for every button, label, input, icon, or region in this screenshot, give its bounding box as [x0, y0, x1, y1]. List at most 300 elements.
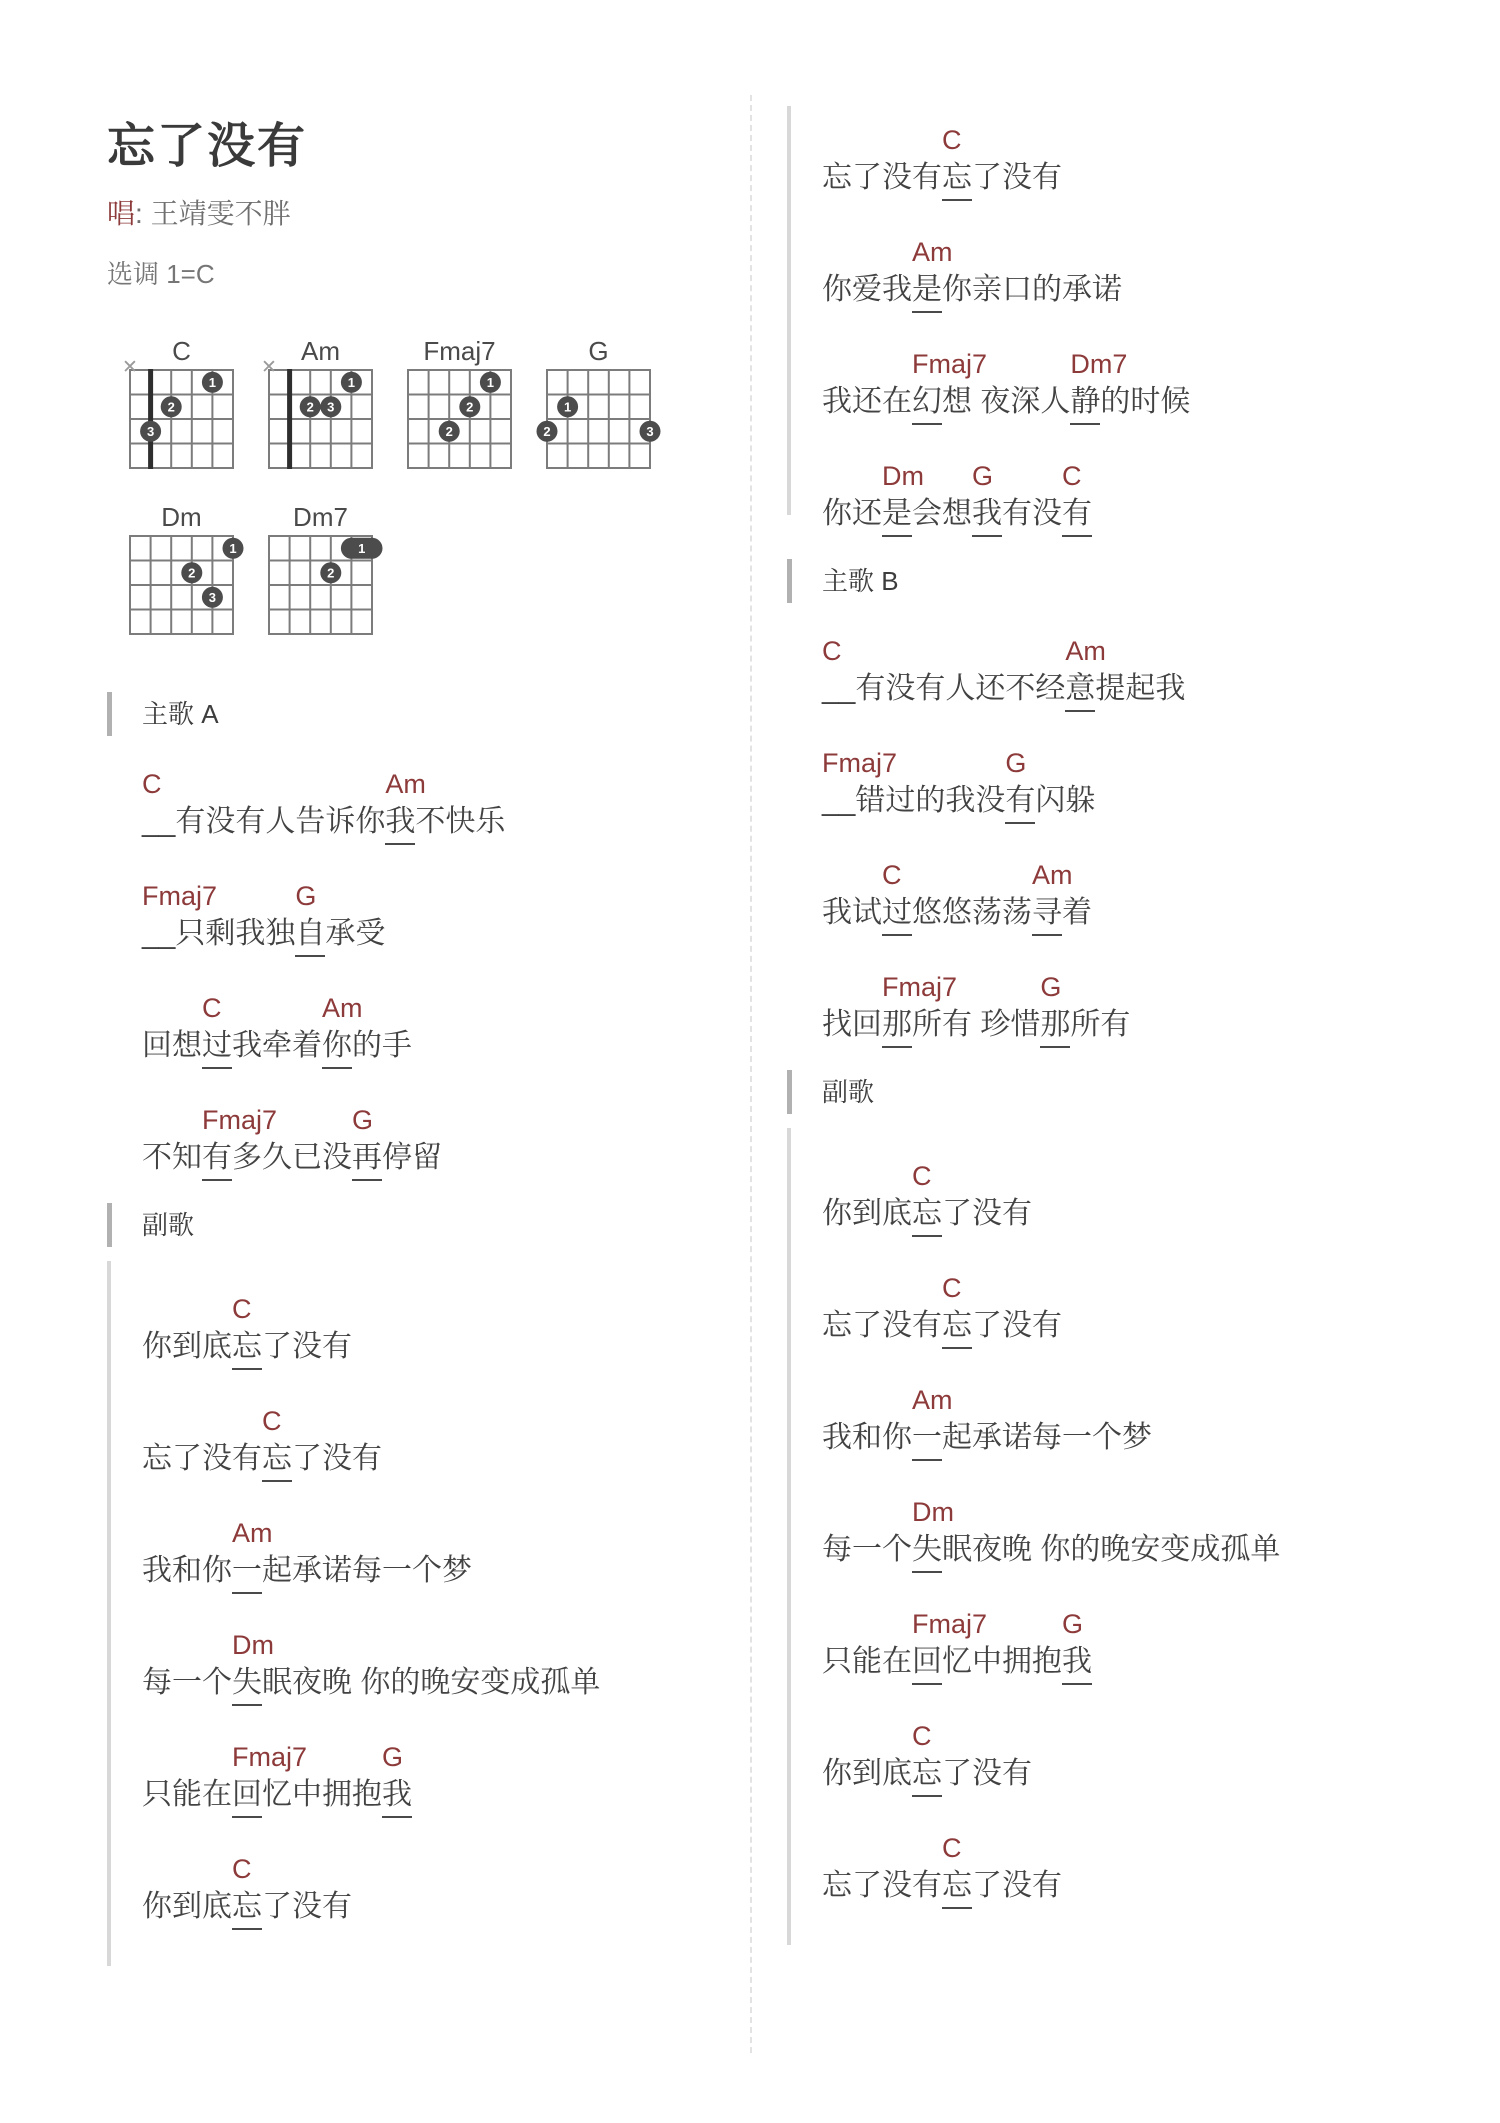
lyric-token	[912, 493, 972, 535]
chord-annotation: C	[142, 769, 162, 799]
lyric-text: 失	[912, 1533, 942, 1573]
lyric-row	[142, 1630, 601, 1704]
lyric-text: 一	[912, 1421, 942, 1461]
lyric-row	[142, 1518, 472, 1592]
lyric-token-anchored	[912, 1609, 988, 1683]
lyric-text: 错过的我没	[855, 784, 1006, 817]
section-label: 副歌	[142, 1210, 195, 1240]
lyric-token	[1035, 780, 1095, 822]
lyric-token	[822, 1529, 912, 1571]
lyric-row	[822, 461, 1092, 535]
lyric-text: 我	[1062, 1645, 1092, 1685]
lyric-token	[142, 1025, 202, 1067]
lyric-token-anchored	[912, 237, 953, 311]
lyric-line	[822, 745, 1467, 822]
lyric-token	[142, 769, 176, 843]
lyric-text: 忘	[942, 1869, 972, 1909]
lyric-token-anchored	[1065, 636, 1106, 710]
lyric-token-anchored	[382, 1742, 412, 1816]
lyric-text: 忘	[912, 1757, 942, 1797]
lyric-line	[822, 857, 1467, 934]
lyric-text: 你还	[822, 497, 882, 530]
lyric-line	[142, 990, 732, 1067]
lyric-line	[142, 1627, 732, 1704]
lyric-token	[822, 748, 898, 822]
lyric-text: 我还在	[822, 385, 912, 418]
lyric-text: 有	[1062, 497, 1092, 537]
lyric-token-anchored	[232, 1742, 308, 1816]
lyric-text: 眠夜晚 你的晚安变成孤单	[262, 1666, 601, 1699]
lyric-row	[822, 1161, 1032, 1235]
lyric-text: 只能在	[142, 1778, 232, 1811]
chord-annotation: Fmaj7	[822, 748, 898, 778]
section-副歌	[787, 1070, 1467, 1907]
lyric-token	[822, 892, 882, 934]
lyric-token	[292, 1438, 382, 1480]
lyric-text: 的时候	[1100, 385, 1191, 418]
lyric-line	[142, 1403, 732, 1480]
lyric-token	[822, 381, 912, 423]
lyric-token	[972, 1305, 1062, 1347]
lyric-text: 闪躲	[1035, 784, 1096, 817]
section-body	[787, 1158, 1467, 1907]
chord-annotation: C	[942, 125, 962, 155]
lyric-token	[912, 892, 1032, 934]
lyric-text: 自	[295, 917, 325, 957]
lyric-text: 承受	[325, 917, 386, 950]
section-label-bar	[787, 559, 792, 603]
lyric-token-anchored	[352, 1105, 382, 1179]
section-body	[107, 1291, 732, 1928]
lyric-token-anchored	[912, 1497, 954, 1571]
lyric-text: 过	[202, 1029, 232, 1069]
lyric-token-anchored	[232, 1630, 274, 1704]
muted-string-x-icon: ✕	[122, 357, 138, 378]
lyric-line	[822, 1382, 1467, 1459]
lyric-row	[822, 1721, 1032, 1795]
lyric-text: 是	[912, 273, 942, 313]
lyric-line	[822, 234, 1467, 311]
lyric-text: 有	[1005, 784, 1035, 824]
lyric-text: 你到底	[822, 1757, 912, 1790]
lyric-token-anchored	[322, 993, 363, 1067]
section-body	[787, 633, 1467, 1046]
lyric-row	[142, 1294, 352, 1368]
svg-text:2: 2	[306, 399, 314, 415]
lyric-text: 寻	[1032, 896, 1062, 936]
chord-annotation: Dm	[912, 1497, 954, 1527]
lyric-text: 忘	[232, 1890, 262, 1930]
lyric-text: 不知	[142, 1141, 202, 1174]
lyric-text: 起承诺每一个梦	[262, 1554, 472, 1587]
lyric-token	[822, 1305, 942, 1347]
chord-annotation: G	[1040, 972, 1062, 1002]
chord-annotation: C	[882, 860, 902, 890]
lyric-line	[142, 766, 732, 843]
chord-annotation: Dm	[232, 1630, 274, 1660]
lyric-line	[142, 1102, 732, 1179]
lyric-token	[262, 1774, 382, 1816]
lyric-token	[1002, 493, 1062, 535]
section-body	[787, 106, 1467, 535]
lyric-token	[822, 1004, 882, 1046]
lyric-text: 我	[972, 497, 1002, 537]
lyric-text: 提起我	[1095, 672, 1186, 705]
section-label-row	[787, 1070, 1467, 1114]
lyric-token	[142, 881, 218, 955]
lyric-token	[352, 1025, 412, 1067]
lyric-text: 了没有	[942, 1757, 1032, 1790]
lyric-token	[262, 1326, 352, 1368]
section-主歌-B	[787, 559, 1467, 1046]
lyric-line	[822, 633, 1467, 710]
lyric-row	[822, 860, 1092, 934]
lyric-text: 只能在	[822, 1645, 912, 1678]
chord-annotation: Fmaj7	[202, 1105, 278, 1135]
lyric-text: 了没有	[942, 1197, 1032, 1230]
lyric-token	[262, 1662, 600, 1704]
lyric-token	[942, 1753, 1032, 1795]
lyric-text: __	[822, 784, 856, 817]
chord-diagram-label: Fmaj7	[423, 336, 496, 366]
section-label: 副歌	[822, 1077, 875, 1107]
svg-text:2: 2	[167, 399, 175, 415]
lyric-text: 那	[1040, 1008, 1070, 1048]
section-label-row	[107, 1203, 732, 1247]
lyric-text: 忘	[942, 161, 972, 201]
chord-annotation: Dm7	[1070, 349, 1128, 379]
lyric-token	[942, 1193, 1032, 1235]
chord-diagram-G	[543, 336, 654, 474]
lyric-line	[822, 1718, 1467, 1795]
chord-annotation: C	[942, 1273, 962, 1303]
chord-diagram-C	[122, 336, 234, 474]
lyric-token	[175, 801, 385, 843]
chord-diagram-label: G	[588, 336, 609, 366]
lyric-row	[822, 125, 1062, 199]
lyric-line	[822, 1494, 1467, 1571]
lyric-text: 忘了没有	[142, 1442, 262, 1475]
lyric-text: 我和你	[822, 1421, 912, 1454]
lyric-text: 你	[322, 1029, 352, 1069]
chord-annotation: C	[912, 1161, 932, 1191]
lyric-token-anchored	[202, 1105, 278, 1179]
chord-diagram-label: Dm	[161, 502, 202, 532]
lyric-line	[822, 458, 1467, 535]
section-主歌-A	[107, 692, 732, 1179]
artist-line	[107, 192, 307, 232]
svg-text:1: 1	[563, 399, 572, 415]
lyric-token	[142, 1774, 232, 1816]
chord-annotation: C	[1062, 461, 1082, 491]
lyric-row	[822, 1833, 1062, 1907]
lyric-text: 忘了没有	[822, 1309, 942, 1342]
section-label-bar	[787, 1070, 792, 1114]
lyric-text: 回	[912, 1645, 942, 1685]
lyric-token-anchored	[232, 1518, 273, 1592]
chord-diagram-label: Am	[301, 336, 340, 366]
chord-annotation: C	[232, 1854, 252, 1884]
lyric-text: 那	[882, 1008, 912, 1048]
lyric-token	[972, 157, 1062, 199]
lyric-text: 了没有	[972, 1869, 1062, 1902]
chord-diagram-Am	[261, 336, 373, 474]
svg-text:1: 1	[486, 374, 495, 390]
lyric-token	[972, 1865, 1062, 1907]
chord-annotation: G	[382, 1742, 404, 1772]
lyric-token-anchored	[882, 972, 958, 1046]
lyric-token	[822, 269, 912, 311]
svg-text:1: 1	[358, 540, 366, 556]
lyric-text: 回想	[142, 1029, 202, 1062]
lyric-token-anchored	[1040, 972, 1071, 1046]
lyric-token-anchored	[295, 881, 326, 955]
lyric-token	[142, 1137, 202, 1179]
lyric-text: 你到底	[822, 1197, 912, 1230]
lyric-line	[822, 1158, 1467, 1235]
section-chorus-continued	[787, 106, 1467, 535]
lyric-text: 不快乐	[415, 805, 506, 838]
chord-diagram-label: Dm7	[293, 502, 348, 532]
lyric-text: 忘	[232, 1330, 262, 1370]
lyric-text: 着	[1062, 896, 1092, 929]
chord-annotation: G	[295, 881, 317, 911]
lyric-token	[942, 1641, 1062, 1683]
lyric-text: 过	[882, 896, 912, 936]
lyric-row	[822, 972, 1131, 1046]
chord-annotation: Am	[1032, 860, 1073, 890]
chord-annotation: C	[942, 1833, 962, 1863]
lyric-text: 想 夜深人	[942, 385, 1071, 418]
lyric-token	[142, 1438, 262, 1480]
artist-name: : 王靖雯不胖	[135, 198, 291, 229]
svg-text:2: 2	[445, 423, 453, 439]
chord-annotation: G	[1062, 1609, 1084, 1639]
lyric-token	[262, 1550, 472, 1592]
svg-text:2: 2	[327, 565, 335, 581]
lyric-token	[1100, 381, 1190, 423]
lyric-token	[822, 1641, 912, 1683]
lyric-text: 有没	[1002, 497, 1062, 530]
lyric-token	[942, 1529, 1280, 1571]
lyric-text: 有	[202, 1141, 232, 1181]
lyric-token-anchored	[912, 1721, 942, 1795]
chord-diagram-label: C	[172, 336, 191, 366]
lyric-text: 我	[385, 805, 415, 845]
lyric-token	[175, 913, 295, 955]
lyric-token	[1062, 892, 1092, 934]
lyric-text: 一	[232, 1554, 262, 1594]
lyric-text: 会想	[912, 497, 972, 530]
chord-diagram-Dm7	[268, 504, 373, 640]
lyric-token-anchored	[262, 1406, 292, 1480]
lyric-token-anchored	[1062, 1609, 1092, 1683]
lyric-text: __	[822, 672, 856, 705]
fretboard-grid	[129, 535, 237, 635]
lyric-token	[262, 1886, 352, 1928]
chord-annotation: C	[822, 636, 842, 666]
lyric-token	[142, 1662, 232, 1704]
lyric-token-anchored	[912, 1385, 953, 1459]
lyric-token-anchored	[912, 1161, 942, 1235]
lyric-line	[822, 122, 1467, 199]
lyric-text: 了没有	[262, 1330, 352, 1363]
lyric-text: 每一个	[822, 1533, 912, 1566]
chord-annotation: C	[912, 1721, 932, 1751]
svg-text:1: 1	[347, 374, 356, 390]
section-label-row	[787, 559, 1467, 603]
lyric-row	[822, 1273, 1062, 1347]
section-label: 主歌 A	[142, 699, 219, 729]
svg-text:3: 3	[146, 423, 155, 439]
section-body	[107, 766, 732, 1179]
chord-diagram-Dm	[129, 502, 237, 640]
lyric-row	[822, 1497, 1281, 1571]
lyric-text: 忘了没有	[822, 161, 942, 194]
key-line: 选调 1=C	[107, 259, 215, 289]
lyric-text: 所有 珍惜	[912, 1008, 1041, 1041]
lyric-text: 有没有人还不经	[855, 672, 1066, 705]
lyric-row	[822, 1385, 1152, 1459]
lyric-row	[142, 881, 386, 955]
lyric-token-anchored	[1032, 860, 1073, 934]
lyric-text: 了没有	[972, 1309, 1062, 1342]
lyric-text: 你亲口的承诺	[942, 273, 1122, 306]
lyric-token	[142, 1550, 232, 1592]
lyric-token-anchored	[942, 125, 972, 199]
lyric-text: 再	[352, 1141, 382, 1181]
lyric-token	[912, 1004, 1040, 1046]
lyric-token	[855, 780, 1005, 822]
lyric-text: 只剩我独	[175, 917, 296, 950]
fretboard-grid	[261, 357, 373, 469]
section-label-bar	[107, 692, 112, 736]
lyric-token	[1070, 1004, 1130, 1046]
svg-text:2: 2	[188, 565, 196, 581]
lyric-token	[232, 1137, 352, 1179]
lyric-token-anchored	[232, 1854, 262, 1928]
fretboard-grid	[407, 369, 512, 469]
lyric-text: 我	[382, 1778, 412, 1818]
lyric-token	[142, 1326, 232, 1368]
svg-text:2: 2	[466, 399, 474, 415]
lyric-token	[325, 913, 385, 955]
fretboard-grid	[268, 535, 373, 635]
lyric-text: 幻	[912, 385, 942, 425]
column-left	[107, 692, 732, 1928]
chord-annotation: Dm	[882, 461, 924, 491]
lyric-token-anchored	[882, 860, 912, 934]
lyric-text: 的手	[352, 1029, 412, 1062]
lyric-text: 停留	[382, 1141, 442, 1174]
chord-annotation: G	[352, 1105, 374, 1135]
lyric-row	[142, 1105, 442, 1179]
chord-annotation: G	[1005, 748, 1027, 778]
section-副歌	[107, 1203, 732, 1928]
lyric-text: 眠夜晚 你的晚安变成孤单	[942, 1533, 1281, 1566]
lyric-token	[942, 381, 1070, 423]
fretboard-grid	[122, 357, 234, 469]
lyric-line	[142, 1515, 732, 1592]
chord-annotation: Am	[912, 237, 953, 267]
lyric-token	[382, 1137, 442, 1179]
section-label: 主歌 B	[822, 566, 899, 596]
artist-label: 唱	[107, 198, 136, 229]
lyric-row	[822, 636, 1186, 710]
lyric-token-anchored	[1005, 748, 1036, 822]
lyric-line	[142, 1851, 732, 1928]
lyric-text: 了没有	[262, 1890, 352, 1923]
lyric-token-anchored	[882, 461, 924, 535]
lyric-token	[822, 157, 942, 199]
lyric-text: 多久已没	[232, 1141, 352, 1174]
lyric-token	[942, 1417, 1152, 1459]
lyric-row	[822, 349, 1191, 423]
svg-text:1: 1	[229, 540, 237, 556]
lyric-token	[822, 1753, 912, 1795]
song-header	[107, 118, 307, 291]
lyric-line	[822, 346, 1467, 423]
chord-annotation: C	[262, 1406, 282, 1436]
lyric-line	[142, 878, 732, 955]
lyric-text: __	[142, 805, 176, 838]
svg-text:3: 3	[208, 589, 217, 605]
lyric-row	[142, 1854, 352, 1928]
column-right	[787, 106, 1467, 1907]
lyric-token-anchored	[232, 1294, 262, 1368]
lyric-text: 回	[232, 1778, 262, 1818]
lyric-token	[822, 1193, 912, 1235]
lyric-text: 你爱我	[822, 273, 912, 306]
lyric-text: 了没有	[972, 161, 1062, 194]
lyric-token-anchored	[942, 1833, 972, 1907]
lyric-token	[855, 668, 1065, 710]
lyric-text: 忆中拥抱	[262, 1778, 382, 1811]
lyric-token-anchored	[912, 349, 988, 423]
lyric-text: 起承诺每一个梦	[942, 1421, 1152, 1454]
lyric-token-anchored	[942, 1273, 972, 1347]
lyric-text: 忘	[262, 1442, 292, 1482]
lyric-text: 忘	[912, 1197, 942, 1237]
lyric-row	[822, 748, 1096, 822]
lyric-row	[822, 237, 1122, 311]
chord-annotation: G	[972, 461, 994, 491]
lyric-text: 忘	[942, 1309, 972, 1349]
lyric-line	[822, 969, 1467, 1046]
chord-annotation: Fmaj7	[232, 1742, 308, 1772]
lyric-row	[142, 769, 506, 843]
lyric-text: 每一个	[142, 1666, 232, 1699]
chord-annotation: C	[202, 993, 222, 1023]
lyric-token-anchored	[972, 461, 1002, 535]
lyric-token	[822, 493, 882, 535]
svg-text:2: 2	[543, 423, 551, 439]
chord-annotation: Fmaj7	[912, 1609, 988, 1639]
svg-text:3: 3	[646, 423, 654, 439]
lyric-token-anchored	[385, 769, 426, 843]
lyric-text: __	[142, 917, 176, 950]
lyric-text: 我牵着	[232, 1029, 322, 1062]
lyric-token-anchored	[202, 993, 232, 1067]
svg-text:1: 1	[208, 374, 217, 390]
lyric-line	[822, 1270, 1467, 1347]
chord-annotation: Am	[232, 1518, 273, 1548]
lyric-token	[142, 1886, 232, 1928]
lyric-row	[822, 1609, 1092, 1683]
lyric-text: 你到底	[142, 1890, 232, 1923]
chord-annotation: Am	[322, 993, 363, 1023]
section-label-bar	[107, 1203, 112, 1247]
